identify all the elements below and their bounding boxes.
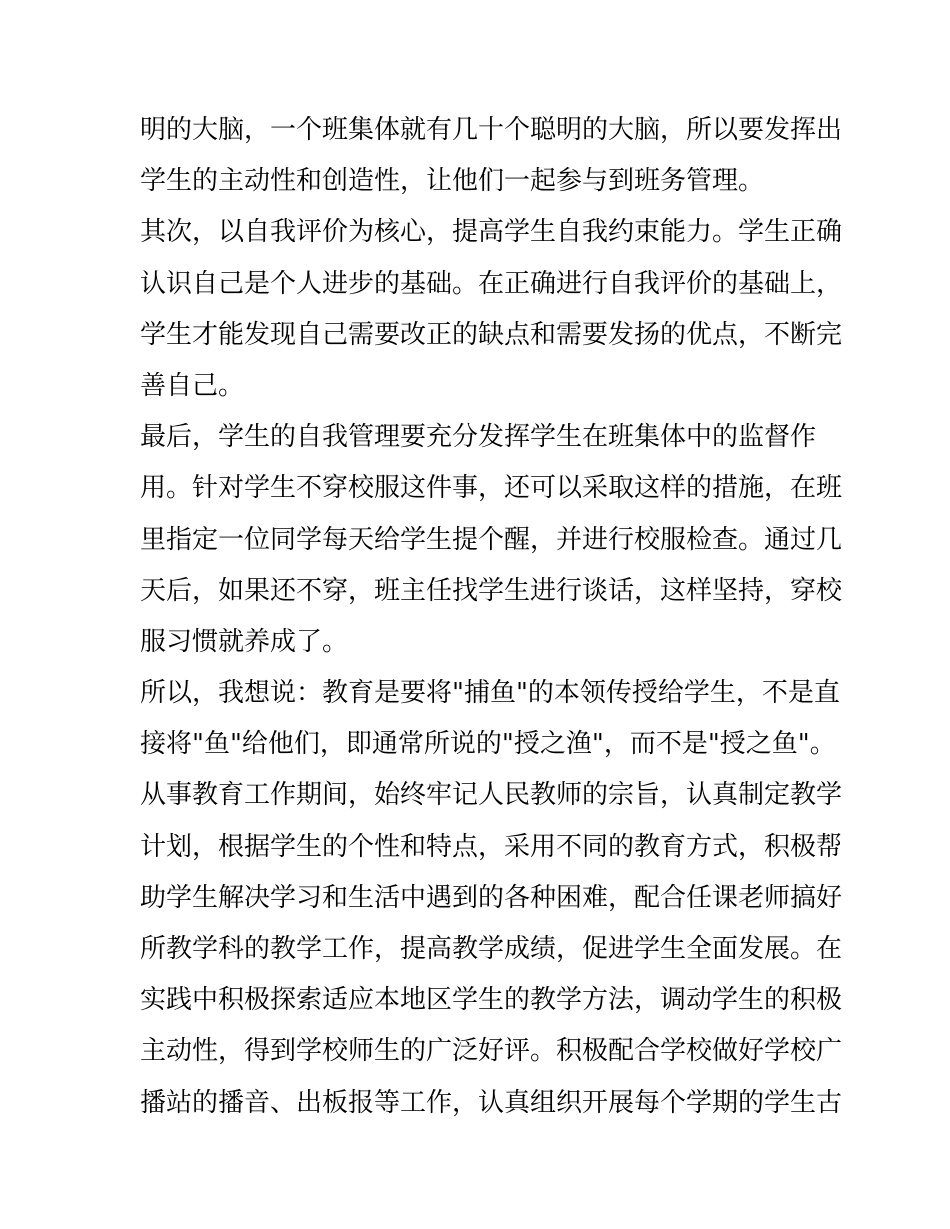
text-line: 明的大脑，一个班集体就有几十个聪明的大脑，所以要发挥出 <box>140 115 843 145</box>
text-line: 接将"鱼"给他们，即通常所说的"授之渔"，而不是"授之鱼"。 <box>140 729 836 760</box>
text-line: 所以，我想说：教育是要将"捕鱼"的本领传授给学生，不是直 <box>140 678 840 709</box>
text-line: 实践中积极探索适应本地区学生的教学方法，调动学生的积极 <box>140 985 843 1016</box>
text-line: 其次，以自我评价为核心，提高学生自我约束能力。学生正确 <box>140 217 843 248</box>
body-text <box>140 105 843 1129</box>
text-line: 服习惯就养成了。 <box>140 626 349 657</box>
text-line: 学生才能发现自己需要改正的缺点和需要发扬的优点，不断完 <box>140 319 843 350</box>
text-line: 善自己。 <box>140 370 245 401</box>
text-line: 学生的主动性和创造性，让他们一起参与到班务管理。 <box>140 166 765 197</box>
text-line: 助学生解决学习和生活中遇到的各种困难，配合任课老师搞好 <box>140 882 843 913</box>
text-line: 里指定一位同学每天给学生提个醒，并进行校服检查。通过几 <box>140 524 843 555</box>
text-line: 认识自己是个人进步的基础。在正确进行自我评价的基础上， <box>140 268 843 299</box>
text-line: 所教学科的教学工作，提高教学成绩，促进学生全面发展。在 <box>140 934 843 964</box>
text-line: 天后，如果还不穿，班主任找学生进行谈话，这样坚持，穿校 <box>140 575 843 606</box>
text-line: 播站的播音、出板报等工作，认真组织开展每个学期的学生古 <box>140 1087 843 1118</box>
text-line: 用。针对学生不穿校服这件事，还可以采取这样的措施，在班 <box>140 473 843 504</box>
text-line: 计划，根据学生的个性和特点，采用不同的教育方式，积极帮 <box>140 831 843 862</box>
text-line: 主动性，得到学校师生的广泛好评。积极配合学校做好学校广 <box>140 1036 843 1067</box>
text-line: 从事教育工作期间，始终牢记人民教师的宗旨，认真制定教学 <box>140 780 843 811</box>
text-line: 最后，学生的自我管理要充分发挥学生在班集体中的监督作 <box>140 422 817 453</box>
